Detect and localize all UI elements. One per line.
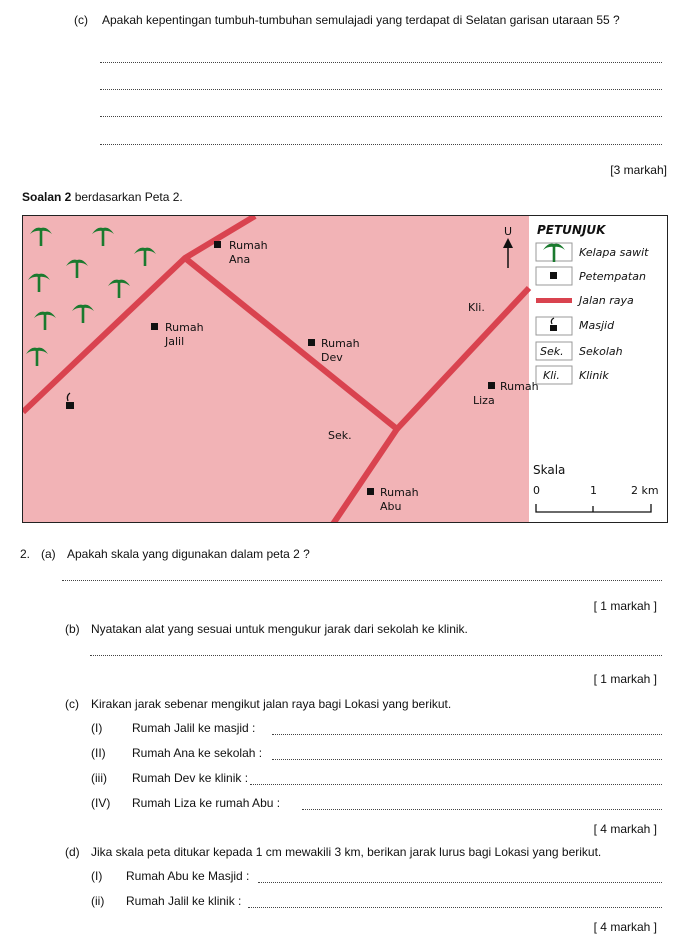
answer-line[interactable] (62, 580, 662, 581)
school-label: Sek. (328, 429, 352, 442)
answer-line[interactable] (90, 655, 662, 656)
map-peta-2 (22, 215, 668, 523)
scale-tick-label: 0 (533, 484, 540, 497)
q1c-number: (c) (74, 13, 88, 27)
q2c-item-text: Rumah Ana ke sekolah : (132, 746, 263, 760)
q2c-item-text: Rumah Jalil ke masjid : (132, 721, 256, 735)
settlement-icon (367, 488, 374, 495)
answer-line[interactable] (248, 907, 662, 908)
place-label: Jalil (165, 335, 185, 348)
q2b-question: Nyatakan alat yang sesuai untuk mengukur jarak dari sekolah ke klinik. (91, 622, 468, 636)
q2c-item-number: (II) (91, 746, 106, 760)
legend-title: PETUNJUK (537, 223, 606, 237)
q2-number: 2. (20, 547, 31, 561)
answer-line[interactable] (100, 116, 662, 117)
place-label: Rumah (380, 486, 419, 499)
answer-line[interactable] (272, 759, 662, 760)
north-label: U (504, 225, 513, 238)
answer-line[interactable] (100, 62, 662, 63)
q2b-marks: [ 1 markah ] (593, 672, 657, 686)
answer-line[interactable] (272, 734, 662, 735)
place-label: Rumah (165, 321, 204, 334)
section-intro (22, 190, 183, 204)
answer-line[interactable] (302, 809, 662, 810)
q2c-marks: [ 4 markah ] (593, 822, 657, 836)
intro-bold: Soalan 2 (22, 190, 72, 204)
place-label: Abu (380, 500, 402, 513)
place-label: Rumah (321, 337, 360, 350)
legend-symbol: Sek. (540, 345, 564, 358)
place-label: Dev (321, 351, 343, 364)
q2d-item-text: Rumah Jalil ke klinik : (126, 894, 242, 908)
q2d-item-number: (ii) (91, 894, 105, 908)
place-label: Liza (473, 394, 495, 407)
q2d-item-number: (I) (91, 869, 103, 883)
q1c-marks: [3 markah] (610, 163, 667, 177)
q2c-item-number: (IV) (91, 796, 111, 810)
scale-title: Skala (533, 463, 566, 477)
answer-line[interactable] (100, 144, 662, 145)
q2d-marks: [ 4 markah ] (593, 920, 657, 934)
q2c-question: Kirakan jarak sebenar mengikut jalan raya bagi Lokasi yang berikut. (91, 697, 452, 711)
legend-item: Sekolah (579, 345, 623, 358)
legend-item: Masjid (579, 319, 615, 332)
answer-line[interactable] (258, 882, 662, 883)
q2a-question: Apakah skala yang digunakan dalam peta 2 ? (67, 547, 310, 561)
place-label: Ana (229, 253, 251, 266)
map-svg (23, 216, 668, 523)
legend-item: Kelapa sawit (579, 246, 649, 259)
settlement-icon (214, 241, 221, 248)
scale-tick-label: 2 km (631, 484, 659, 497)
q2d-item-text: Rumah Abu ke Masjid : (126, 869, 250, 883)
answer-line[interactable] (100, 89, 662, 90)
q2c-item-text: Rumah Dev ke klinik : (132, 771, 249, 785)
settlement-icon (308, 339, 315, 346)
place-label: Rumah (500, 380, 539, 393)
settlement-icon (488, 382, 495, 389)
road-legend-swatch (536, 298, 572, 303)
scale-tick-label: 1 (590, 484, 597, 497)
q2c-item-number: (I) (91, 721, 103, 735)
clinic-label: Kli. (468, 301, 485, 314)
q2c-item-text: Rumah Liza ke rumah Abu : (132, 796, 281, 810)
q2a-number: (a) (41, 547, 56, 561)
legend-symbol: Kli. (543, 369, 560, 382)
legend-item: Jalan raya (579, 294, 634, 307)
settlement-icon (550, 272, 557, 279)
legend-item: Klinik (579, 369, 609, 382)
q2d-question: Jika skala peta ditukar kepada 1 cm mewakili 3 km, berikan jarak lurus bagi Lokasi yang berikut. (91, 845, 602, 859)
q2c-number: (c) (65, 697, 79, 711)
q2d-number: (d) (65, 845, 80, 859)
intro-rest: berdasarkan Peta 2. (71, 190, 183, 204)
legend-item: Petempatan (579, 270, 646, 283)
q2a-marks: [ 1 markah ] (593, 599, 657, 613)
q2c-item-number: (iii) (91, 771, 107, 785)
place-label: Rumah (229, 239, 268, 252)
answer-line[interactable] (250, 784, 662, 785)
q2b-number: (b) (65, 622, 80, 636)
settlement-icon (151, 323, 158, 330)
q1c-question: Apakah kepentingan tumbuh-tumbuhan semulajadi yang terdapat di Selatan garisan utaraan 55 ? (102, 13, 620, 27)
